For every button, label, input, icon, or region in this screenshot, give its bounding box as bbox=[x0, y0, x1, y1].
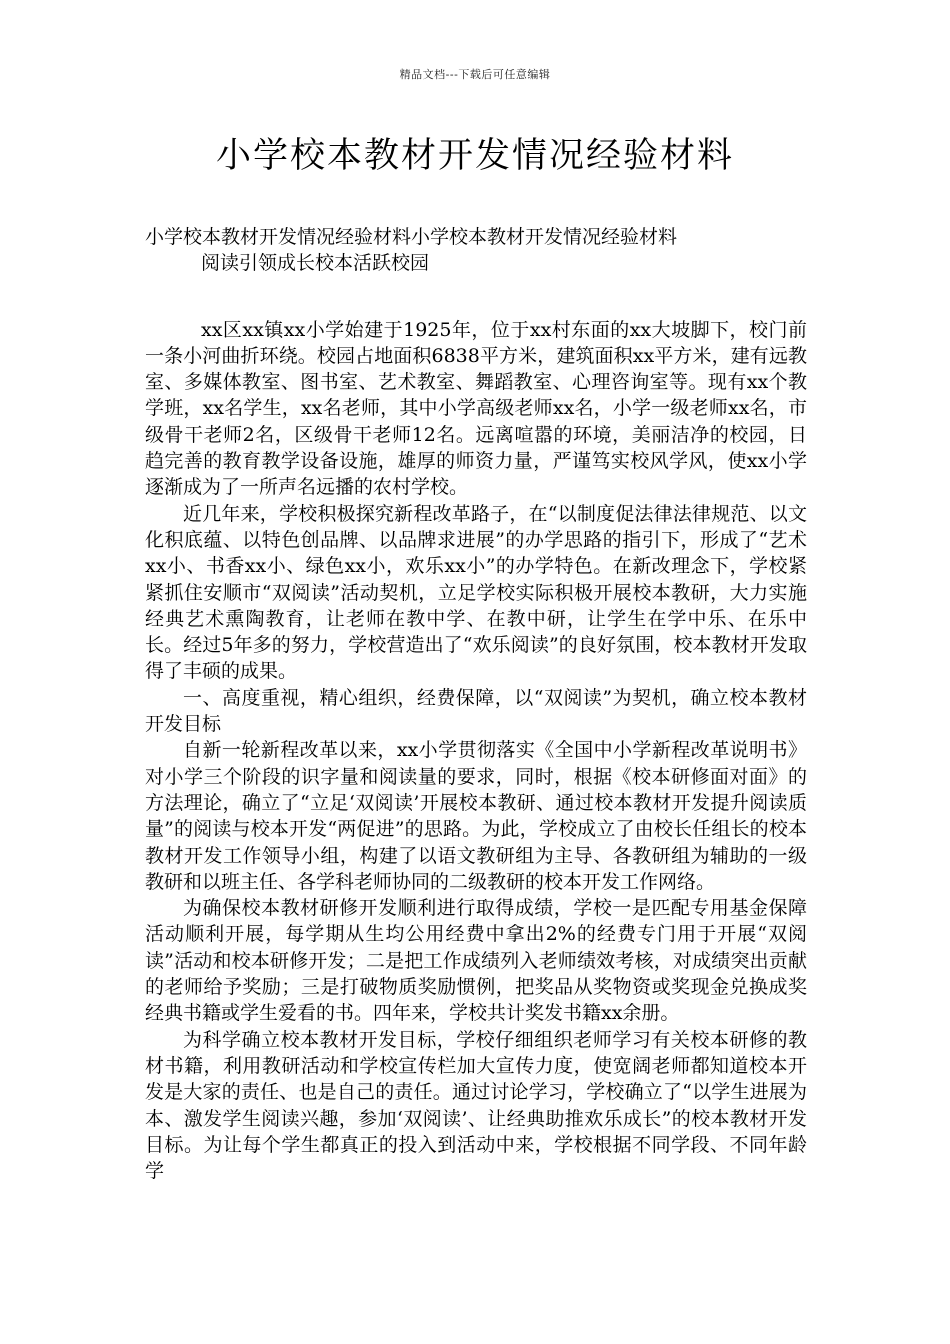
paragraph: 为确保校本教材研修开发顺利进行取得成绩，学校一是匹配专用基金保障活动顺利开展，每学期从生均公用经费中拿出2%的经费专门用于开展“双阅读”活动和校本研修开发；二是把工作成绩列入老师绩效考核，对成绩突出贡献的老师给予奖励；三是打破物质奖励惯例，把奖品从奖物资或奖现金兑换成奖经典书籍或学生爱看的书。四年来，学校共计奖发书籍xx余册。 bbox=[145, 897, 807, 1025]
paragraph: 自新一轮新程改革以来，xx小学贯彻落实《全国中小学新程改革说明书》对小学三个阶段的识字量和阅读量的要求，同时，根据《校本研修面对面》的方法理论，确立了“立足‘双阅读’开展校本教研、通过校本教材开发提升阅读质量”的阅读与校本开发“两促进”的思路。为此，学校成立了由校长任组长的校本教材开发工作领导小组，构建了以语文教研组为主导、各教研组为辅助的一级教研和以班主任、各学科老师协同的二级教研的校本开发工作网络。 bbox=[145, 739, 807, 893]
paragraph: xx区xx镇xx小学始建于1925年，位于xx村东面的xx大坡脚下，校门前一条小河曲折环绕。校园占地面积6838平方米，建筑面积xx平方米，建有远教室、多媒体教室、图书室、艺术教室、舞蹈教室、心理咨询室等。现有xx个教学班，xx名学生，xx名老师，其中小学高级老师xx名，小学一级老师xx名，市级骨干老师2名，区级骨干老师12名。远离喧嚣的环境，美丽洁净的校园，日趋完善的教育教学设备设施，雄厚的师资力量，严谨笃实校风学风，使xx小学逐渐成为了一所声名远播的农村学校。 bbox=[145, 318, 807, 499]
paragraph: 为科学确立校本教材开发目标，学校仔细组织老师学习有关校本研修的教材书籍，利用教研活动和学校宣传栏加大宣传力度，使宽阔老师都知道校本开发是大家的责任、也是自己的责任。通过讨论学习，学校确立了“以学生进展为本、激发学生阅读兴趣，参加‘双阅读’、让经典助推欢乐成长”的校本教材开发目标。为让每个学生都真正的投入到活动中来，学校根据不同学段、不同年龄学 bbox=[145, 1028, 807, 1183]
paragraph: 近几年来，学校积极探究新程改革路子，在“以制度促法律法律规范、以文化积底蕴、以特色创品牌、以品牌求进展”的办学思路的指引下，形成了“艺术xx小、书香xx小、绿色xx小，欢乐xx小”的办学特色。在新改理念下，学校紧紧抓住安顺市“双阅读”活动契机，立足学校实际积极开展校本教研，大力实施经典艺术熏陶教育，让老师在教中学、在教中研，让学生在学中乐、在乐中长。经过5年多的努力，学校营造出了“欢乐阅读”的良好氛围，校本教材开发取得了丰硕的成果。 bbox=[145, 502, 807, 683]
document-body bbox=[145, 224, 807, 1184]
document-title: 小学校本教材开发情况经验材料 bbox=[215, 136, 734, 176]
header-note: 精品文档---下载后可任意编辑 bbox=[399, 68, 551, 81]
section-heading: 一、高度重视，精心组织，经费保障，以“双阅读”为契机，确立校本教材开发目标 bbox=[145, 686, 807, 736]
subtitle-indent: 阅读引领成长校本活跃校园 bbox=[201, 252, 430, 275]
subtitle-line: 小学校本教材开发情况经验材料小学校本教材开发情况经验材料 bbox=[145, 226, 678, 248]
